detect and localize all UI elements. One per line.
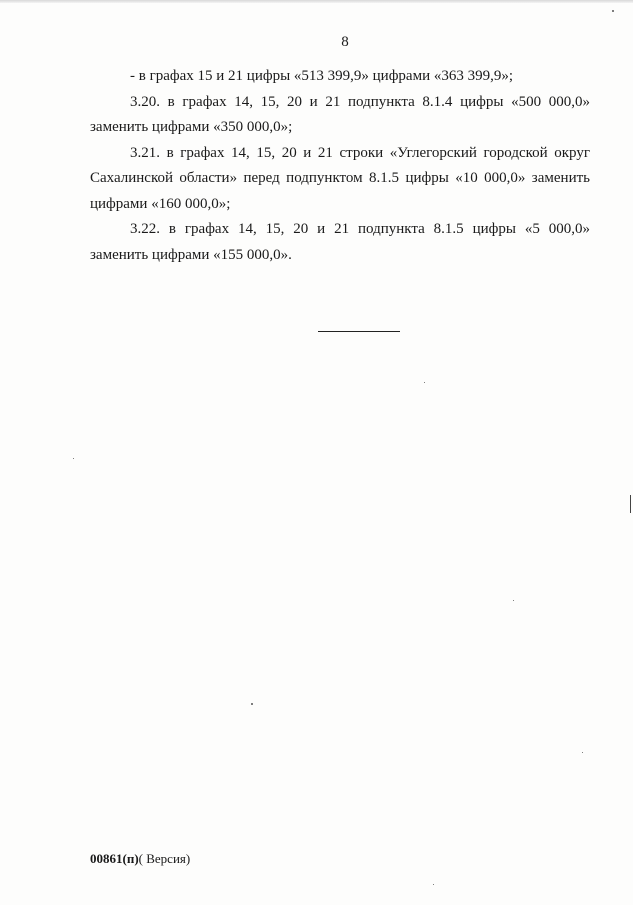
footer-document-code <box>90 851 190 867</box>
scan-speck <box>251 703 253 705</box>
paragraph-3-20: 3.20. в графах 14, 15, 20 и 21 подпункта 8.1.4 цифры «500 000,0» заменить цифрами «350 000,0»; <box>90 93 590 135</box>
scan-speck <box>513 600 514 601</box>
paragraph-3-21: 3.21. в графах 14, 15, 20 и 21 строки «Углегорский городской округ Сахалинской области» перед подпунктом 8.1.5 цифры «10 000,0» заменить цифрами «160 000,0»; <box>90 144 590 212</box>
scan-speck <box>582 752 583 753</box>
scan-edge-mark <box>630 495 631 513</box>
document-body <box>90 64 590 268</box>
footer-version: ( Версия) <box>138 851 191 866</box>
scan-speck <box>424 382 425 383</box>
scan-speck <box>433 884 434 885</box>
scan-speck <box>73 458 74 459</box>
paragraph-list-item: - в графах 15 и 21 цифры «513 399,9» цифрами «363 399,9»; <box>130 68 514 84</box>
footer-code-number: 00861(п) <box>90 851 139 866</box>
page-number: 8 <box>341 34 349 50</box>
paragraph-3-22: 3.22. в графах 14, 15, 20 и 21 подпункта 8.1.5 цифры «5 000,0» заменить цифрами «155 000,0». <box>90 221 590 263</box>
scan-speck <box>612 10 614 12</box>
separator-line <box>318 331 400 332</box>
scan-top-edge <box>0 0 633 3</box>
